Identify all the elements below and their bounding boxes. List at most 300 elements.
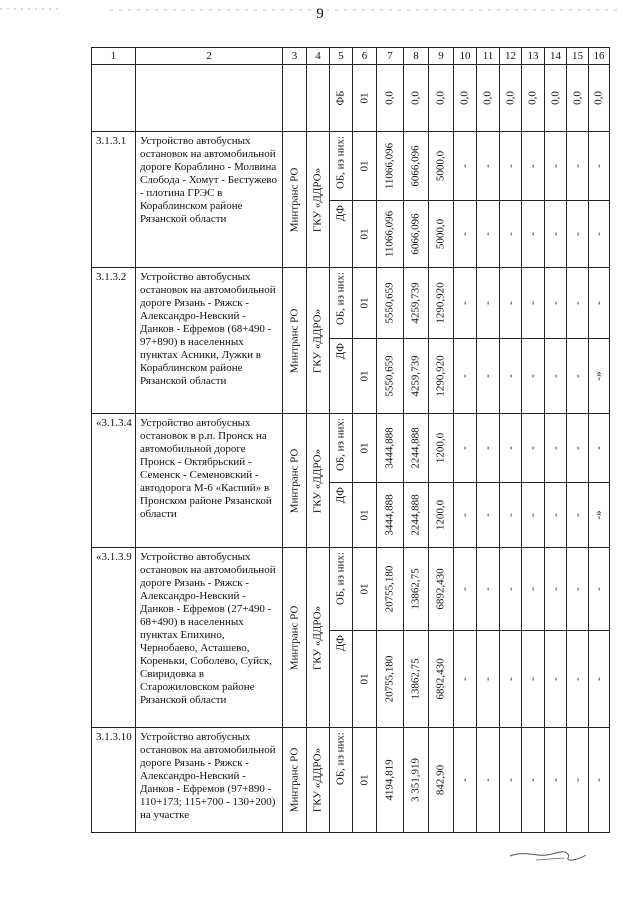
fb-value — [477, 65, 500, 132]
fb-value-text: 0,0 — [549, 91, 561, 105]
row-col7 — [377, 483, 404, 548]
row-dash-text: - — [592, 677, 605, 681]
row-dash — [522, 483, 545, 548]
row-col7-text: 5550,659 — [383, 282, 396, 324]
row-col9 — [429, 339, 454, 414]
row-dash — [454, 548, 477, 631]
header-col-11: 11 — [477, 48, 500, 65]
row-dash — [589, 339, 610, 414]
row-col7-text: 4194,819 — [383, 759, 396, 801]
row-dash — [589, 548, 610, 631]
row-customer-text: ГКУ «ДДРО» — [311, 167, 324, 232]
table-row — [92, 132, 610, 201]
fb-value — [429, 65, 454, 132]
row-executor-text: Минтранс РО — [288, 308, 300, 373]
row-dash-text: - — [504, 587, 516, 591]
row-col8-text: 13862,75 — [409, 568, 422, 610]
row-col6-text: 01 — [358, 442, 370, 454]
fb-empty-4 — [307, 65, 330, 132]
row-executor — [283, 132, 307, 268]
row-name: Устройство автобусных остановок на автомобильной дороге Рязань - Ряжск - Александро-Невский - Данков - Ефремов (68+490 - 97+890) в населенных пунктах Асники, Лужки в Кораблинском районе Рязанской области — [136, 268, 283, 414]
header-col-14: 14 — [545, 48, 567, 65]
row-source — [330, 548, 353, 631]
row-source — [330, 483, 353, 548]
row-dash-text: - — [481, 677, 494, 681]
row-dash-text: - — [571, 374, 583, 378]
row-dash — [589, 483, 610, 548]
row-dash-text: - — [571, 164, 583, 168]
row-dash-text: - — [458, 164, 471, 168]
row-col8-text: 4259,739 — [409, 355, 422, 397]
header-col-7: 7 — [377, 48, 404, 65]
row-source — [330, 631, 353, 728]
row-executor — [283, 728, 307, 833]
row-dash — [500, 201, 522, 268]
row-col6-text: 01 — [358, 370, 370, 382]
fb-value — [500, 65, 522, 132]
row-customer-text: ГКУ «ДДРО» — [311, 308, 324, 373]
row-col7-text: 11066,096 — [383, 142, 396, 190]
row-col6 — [353, 548, 377, 631]
row-source-text: ДФ — [334, 487, 347, 504]
row-col9 — [429, 548, 454, 631]
row-executor-text: Минтранс РО — [288, 448, 300, 513]
row-executor-text: Минтранс РО — [288, 605, 300, 670]
row-col7-text: 3444,888 — [383, 427, 396, 469]
row-dash — [454, 339, 477, 414]
row-dash-text: - — [549, 374, 561, 378]
row-dash-text: - — [458, 446, 471, 450]
row-source — [330, 268, 353, 339]
row-col6 — [353, 483, 377, 548]
row-col7 — [377, 414, 404, 483]
row-dash — [477, 631, 500, 728]
row-col6 — [353, 631, 377, 728]
row-dash-text: - — [592, 778, 605, 782]
row-dash-text: - — [526, 513, 539, 517]
row-dash-text: - — [481, 778, 494, 782]
row-dash-text: - — [526, 301, 539, 305]
header-col-12: 12 — [500, 48, 522, 65]
fb-empty-1 — [92, 65, 136, 132]
fb-value — [377, 65, 404, 132]
row-name: Устройство автобусных остановок в р.п. Пронск на автомобильной дороге Пронск - Октябрьский - Семенск - Семеновский - автодорога М-6 «Каспий» в Пронском районе Рязанской области — [136, 414, 283, 548]
row-dash-text: - — [504, 513, 516, 517]
row-col8-text: 2244,888 — [409, 427, 422, 469]
row-col9 — [429, 728, 454, 833]
fb-value-text: 0,0 — [383, 91, 396, 105]
row-dash — [500, 631, 522, 728]
row-col8 — [404, 631, 429, 728]
row-dash — [500, 728, 522, 833]
table-row — [92, 414, 610, 483]
header-col-13: 13 — [522, 48, 545, 65]
fb-value — [545, 65, 567, 132]
row-dash — [477, 339, 500, 414]
row-source — [330, 414, 353, 483]
row-dash — [545, 548, 567, 631]
row-dash-text: - — [481, 232, 494, 236]
row-dash-text: - — [458, 232, 471, 236]
row-customer — [307, 414, 330, 548]
row-customer — [307, 728, 330, 833]
page-number: 9 — [316, 6, 324, 22]
fb-value-text: 0,0 — [481, 91, 494, 105]
row-dash-text: - — [592, 232, 605, 236]
row-dash-text: - — [571, 513, 583, 517]
row-dash-text: - — [592, 587, 605, 591]
row-col9-text: 1200,0 — [434, 499, 447, 531]
row-col7-text: 5550,659 — [383, 355, 396, 397]
row-dash — [454, 268, 477, 339]
row-col6-text: 01 — [358, 297, 370, 309]
row-col8-text: 4259,739 — [409, 282, 422, 324]
row-dash — [567, 728, 589, 833]
fb-value-text: 0,0 — [409, 91, 422, 105]
row-dash — [477, 132, 500, 201]
row-col6 — [353, 339, 377, 414]
row-executor-text: Минтранс РО — [288, 167, 300, 232]
row-source-text: ОБ, из них: — [334, 272, 347, 326]
row-dash — [454, 201, 477, 268]
row-dash-text: - — [549, 587, 561, 591]
fb-label-text: ФБ — [334, 90, 347, 106]
row-dash-text: - — [481, 164, 494, 168]
row-name: Устройство автобусных остановок на автомобильной дороге Кораблино - Молвина Слобода - Хомут - Бестужево - плотина ГРЭС в Кораблинском районе Рязанской области — [136, 132, 283, 268]
row-col9 — [429, 201, 454, 268]
row-dash-text: - — [481, 513, 494, 517]
row-col7 — [377, 268, 404, 339]
row-dash — [545, 728, 567, 833]
row-dash-text: - — [458, 513, 471, 517]
fb-label — [330, 65, 353, 132]
row-col6 — [353, 201, 377, 268]
row-dash-text: - — [504, 164, 516, 168]
header-col-3: 3 — [283, 48, 307, 65]
row-dash — [500, 414, 522, 483]
row-dash-text: - — [526, 677, 539, 681]
row-customer — [307, 548, 330, 728]
header-col-9: 9 — [429, 48, 454, 65]
row-dash — [477, 414, 500, 483]
row-col9-text: 6892,430 — [434, 658, 447, 700]
row-col7-text: 20755,180 — [383, 565, 396, 613]
row-source-text: ОБ, из них: — [334, 552, 347, 606]
row-dash-text: - — [549, 677, 561, 681]
fb-value — [589, 65, 610, 132]
row-col8 — [404, 201, 429, 268]
row-dash-text: - — [571, 677, 583, 681]
row-col8 — [404, 339, 429, 414]
header-col-2: 2 — [136, 48, 283, 65]
row-dash-text: - — [504, 677, 516, 681]
row-source-text: ДФ — [334, 205, 347, 222]
row-executor-text: Минтранс РО — [288, 747, 300, 813]
row-executor — [283, 548, 307, 728]
row-col7 — [377, 728, 404, 833]
row-dash-text: - — [504, 232, 516, 236]
row-dash — [545, 132, 567, 201]
row-dash-text: - — [549, 301, 561, 305]
row-dash-text: - — [504, 446, 516, 450]
row-col8 — [404, 414, 429, 483]
row-col7 — [377, 548, 404, 631]
row-dash — [454, 483, 477, 548]
row-dash-text: - — [526, 778, 539, 782]
row-dash — [567, 339, 589, 414]
row-dash-text: - — [549, 164, 561, 168]
row-dash — [477, 728, 500, 833]
row-code: 3.1.3.2 — [92, 268, 136, 414]
row-col9 — [429, 268, 454, 339]
header-col-8: 8 — [404, 48, 429, 65]
row-dash — [500, 483, 522, 548]
row-dash-text: - — [481, 374, 494, 378]
row-dash — [454, 414, 477, 483]
row-dash — [567, 548, 589, 631]
row-dash — [545, 339, 567, 414]
row-dash-text: - — [526, 374, 539, 378]
row-col8 — [404, 548, 429, 631]
row-col7 — [377, 339, 404, 414]
row-dash-text: - — [549, 446, 561, 450]
row-code: «3.1.3.4 — [92, 414, 136, 548]
row-dash — [500, 339, 522, 414]
row-dash-text: -» — [592, 371, 605, 381]
fb-row — [92, 65, 610, 132]
row-dash-text: - — [571, 232, 583, 236]
row-col8 — [404, 268, 429, 339]
row-dash — [522, 414, 545, 483]
row-col6-text: 01 — [358, 160, 370, 172]
fb-col6 — [353, 65, 377, 132]
row-dash-text: - — [526, 232, 539, 236]
row-col9-text: 5000,0 — [434, 218, 447, 250]
row-dash — [477, 201, 500, 268]
row-dash-text: - — [458, 374, 471, 378]
signature-mark — [508, 842, 588, 868]
row-col9 — [429, 631, 454, 728]
fb-value — [522, 65, 545, 132]
row-col8-text: 6066,096 — [409, 145, 422, 187]
row-col9 — [429, 483, 454, 548]
row-dash — [567, 631, 589, 728]
row-name: Устройство автобусных остановок на автомобильной дороге Рязань - Ряжск - Александро-Невский - Данков - Ефремов (97+890 - 110+173; 115+700 - 130+200) на участке — [136, 728, 283, 833]
row-customer — [307, 268, 330, 414]
row-dash — [567, 483, 589, 548]
fb-value — [454, 65, 477, 132]
fb-empty-2 — [136, 65, 283, 132]
row-dash — [545, 201, 567, 268]
row-dash-text: - — [549, 513, 561, 517]
row-dash — [567, 414, 589, 483]
row-dash — [589, 132, 610, 201]
row-col8 — [404, 132, 429, 201]
row-dash-text: - — [526, 587, 539, 591]
fb-value — [404, 65, 429, 132]
row-source-text: ОБ, из них: — [334, 136, 347, 190]
row-dash-text: - — [526, 446, 539, 450]
table-row — [92, 548, 610, 631]
row-dash — [522, 548, 545, 631]
row-col8-text: 3 351,919 — [409, 758, 422, 802]
row-dash-text: - — [481, 587, 494, 591]
fb-value-text: 0,0 — [504, 91, 516, 105]
header-col-16: 16 — [589, 48, 610, 65]
header-row — [92, 48, 610, 65]
row-dash-text: - — [571, 587, 583, 591]
row-col9-text: 1290,920 — [434, 282, 447, 324]
row-source — [330, 132, 353, 201]
row-col6 — [353, 728, 377, 833]
table-row — [92, 268, 610, 339]
row-dash — [477, 268, 500, 339]
row-dash — [500, 268, 522, 339]
row-dash — [522, 631, 545, 728]
row-dash — [589, 201, 610, 268]
row-dash-text: - — [571, 778, 583, 782]
row-col6 — [353, 414, 377, 483]
row-col9-text: 1290,920 — [434, 355, 447, 397]
row-dash — [522, 201, 545, 268]
row-col6-text: 01 — [358, 673, 370, 685]
row-executor — [283, 414, 307, 548]
row-name: Устройство автобусных остановок на автомобильной дороге Рязань - Ряжск - Александро-Невский - Данков - Ефремов (27+490 - 68+490) в населенных пунктах Епихино, Чернобаево, Асташево, Кореньки, Соболево, Суйск, Свиридовка в Старожиловском районе Рязанской области — [136, 548, 283, 728]
row-dash-text: - — [458, 301, 471, 305]
row-col6 — [353, 132, 377, 201]
program-table — [91, 47, 610, 833]
row-dash — [545, 414, 567, 483]
row-dash — [522, 339, 545, 414]
row-col6 — [353, 268, 377, 339]
row-dash — [567, 132, 589, 201]
row-dash — [545, 631, 567, 728]
row-col8-text: 13862,75 — [409, 658, 422, 700]
row-dash-text: -» — [592, 510, 605, 520]
row-col9 — [429, 414, 454, 483]
fb-empty-3 — [283, 65, 307, 132]
row-col7-text: 3444,888 — [383, 494, 396, 536]
row-dash-text: - — [458, 677, 471, 681]
row-dash-text: - — [481, 301, 494, 305]
table-body — [92, 48, 610, 833]
row-customer — [307, 132, 330, 268]
row-col6-text: 01 — [358, 509, 370, 521]
row-dash-text: - — [504, 374, 516, 378]
row-code: 3.1.3.10 — [92, 728, 136, 833]
row-dash — [545, 483, 567, 548]
fb-value-text: 0,0 — [526, 91, 539, 105]
row-dash-text: - — [458, 587, 471, 591]
header-col-4: 4 — [307, 48, 330, 65]
row-dash-text: - — [571, 446, 583, 450]
row-dash-text: - — [549, 232, 561, 236]
row-dash-text: - — [592, 301, 605, 305]
row-col6-text: 01 — [358, 583, 370, 595]
row-dash — [477, 548, 500, 631]
row-dash — [454, 132, 477, 201]
header-col-6: 6 — [353, 48, 377, 65]
row-dash-text: - — [504, 778, 516, 782]
row-code: 3.1.3.1 — [92, 132, 136, 268]
header-col-15: 15 — [567, 48, 589, 65]
row-dash — [522, 132, 545, 201]
row-col8 — [404, 728, 429, 833]
row-customer-text: ГКУ «ДДРО» — [311, 448, 324, 513]
row-source — [330, 201, 353, 268]
row-dash-text: - — [481, 446, 494, 450]
row-dash-text: - — [592, 164, 605, 168]
row-source-text: ДФ — [334, 635, 347, 652]
row-dash — [589, 268, 610, 339]
row-customer-text: ГКУ «ДДРО» — [311, 747, 324, 813]
row-dash — [522, 268, 545, 339]
row-col8-text: 6066,096 — [409, 213, 422, 255]
row-col7-text: 20755,180 — [383, 655, 396, 703]
row-col6-text: 01 — [358, 228, 370, 240]
row-source-text: ОБ, из них: — [334, 732, 347, 786]
row-col7-text: 11066,096 — [383, 210, 396, 258]
row-dash-text: - — [549, 778, 561, 782]
header-col-5: 5 — [330, 48, 353, 65]
row-dash — [500, 132, 522, 201]
row-dash-text: - — [571, 301, 583, 305]
row-col9-text: 6892,430 — [434, 568, 447, 610]
row-dash-text: - — [592, 446, 605, 450]
fb-col6-text: 01 — [358, 92, 370, 104]
row-dash-text: - — [526, 164, 539, 168]
row-dash — [522, 728, 545, 833]
row-code: «3.1.3.9 — [92, 548, 136, 728]
row-dash — [567, 268, 589, 339]
row-dash — [500, 548, 522, 631]
row-col9 — [429, 132, 454, 201]
row-col6-text: 01 — [358, 774, 370, 786]
row-col7 — [377, 631, 404, 728]
header-col-10: 10 — [454, 48, 477, 65]
table-row — [92, 728, 610, 833]
row-col7 — [377, 132, 404, 201]
row-executor — [283, 268, 307, 414]
row-dash-text: - — [504, 301, 516, 305]
row-dash — [567, 201, 589, 268]
row-col8 — [404, 483, 429, 548]
fb-value — [567, 65, 589, 132]
row-dash-text: - — [458, 778, 471, 782]
row-col9-text: 5000,0 — [434, 150, 447, 182]
row-dash — [589, 414, 610, 483]
row-col8-text: 2244,888 — [409, 494, 422, 536]
row-source — [330, 728, 353, 833]
row-dash — [589, 728, 610, 833]
fb-value-text: 0,0 — [592, 91, 605, 105]
row-dash — [589, 631, 610, 728]
row-col9-text: 1200,0 — [434, 432, 447, 464]
row-dash — [454, 728, 477, 833]
row-source-text: ОБ, из них: — [334, 418, 347, 472]
fb-value-text: 0,0 — [434, 91, 447, 105]
row-dash — [454, 631, 477, 728]
row-col7 — [377, 201, 404, 268]
row-customer-text: ГКУ «ДДРО» — [311, 605, 324, 670]
row-source-text: ДФ — [334, 343, 347, 360]
row-col9-text: 842,90 — [434, 764, 447, 796]
row-source — [330, 339, 353, 414]
header-col-1: 1 — [92, 48, 136, 65]
row-dash — [477, 483, 500, 548]
fb-value-text: 0,0 — [458, 91, 471, 105]
fb-value-text: 0,0 — [571, 91, 583, 105]
